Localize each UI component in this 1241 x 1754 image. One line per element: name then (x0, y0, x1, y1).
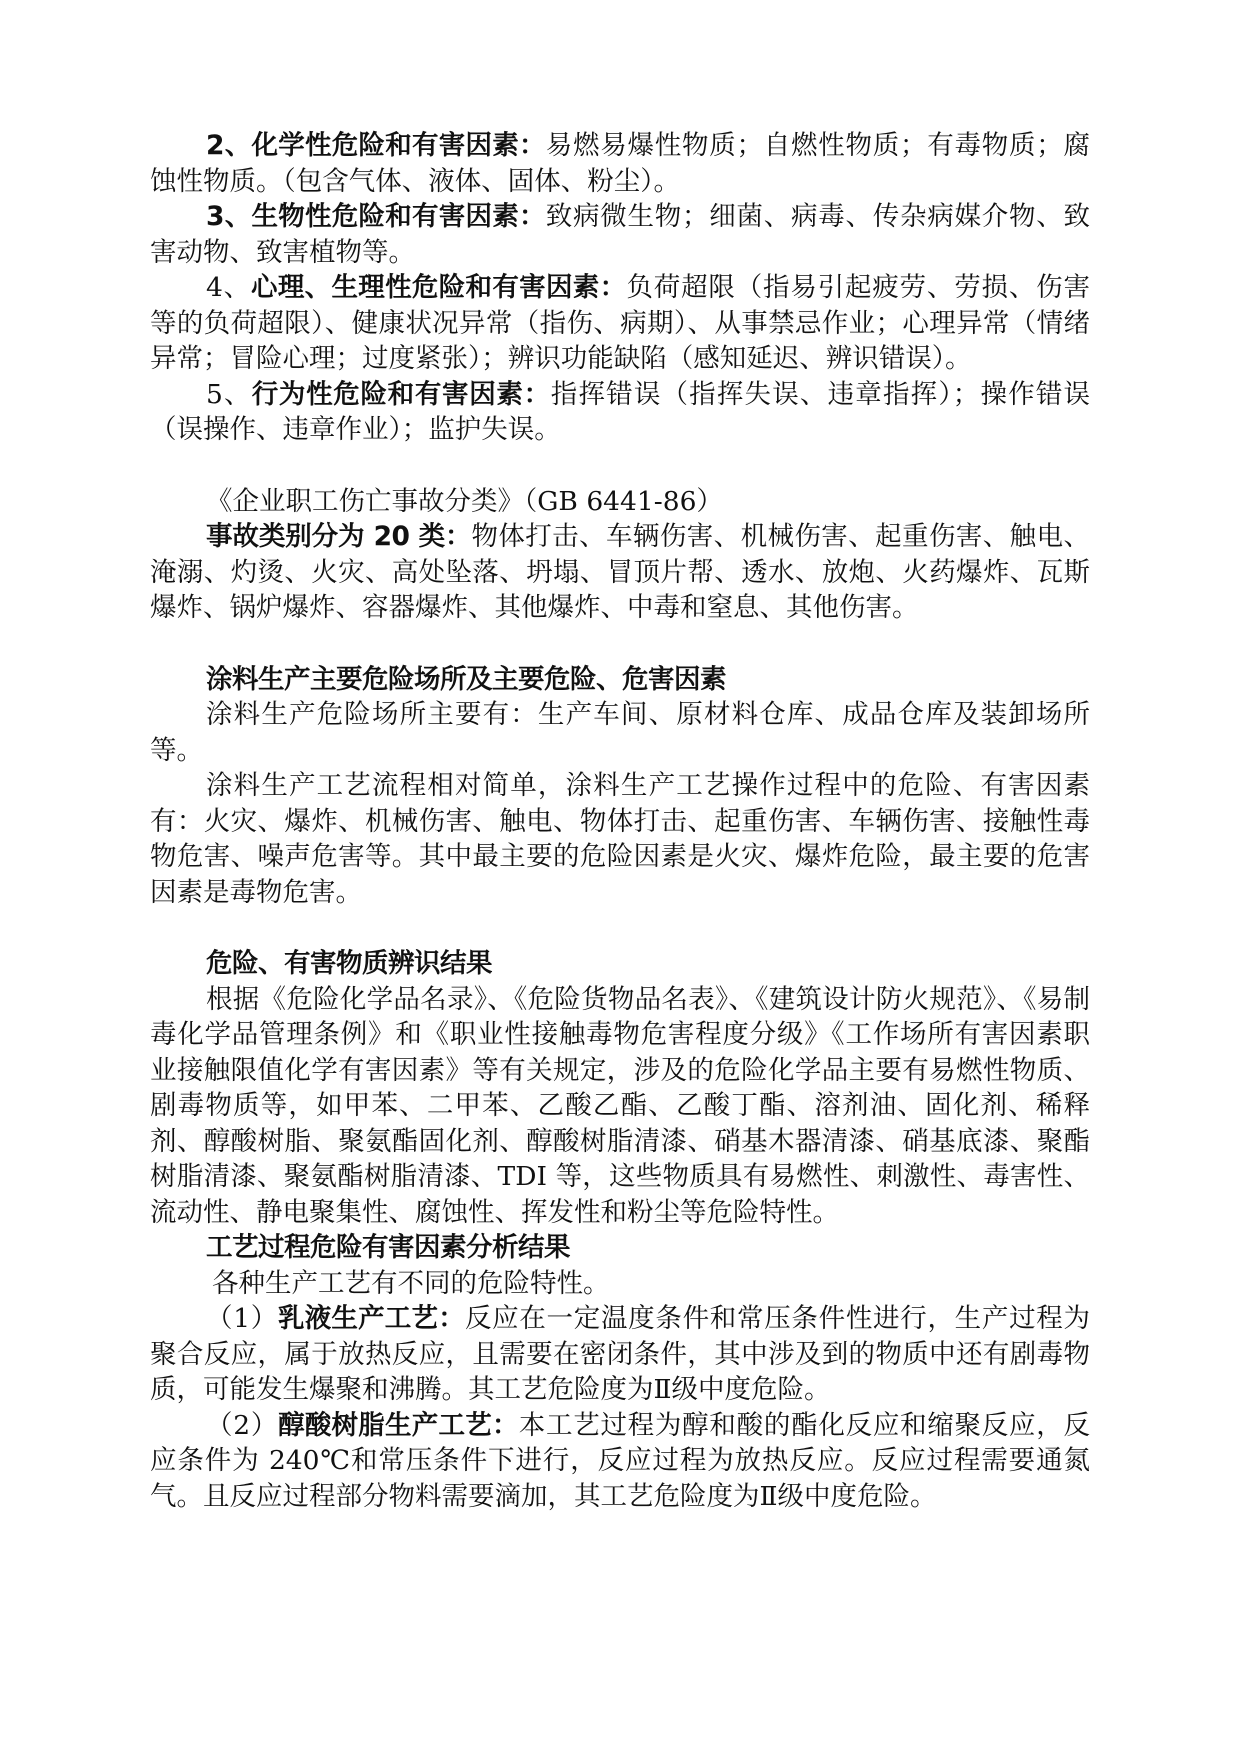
heading-process-hazards (150, 1230, 1090, 1266)
spacer (150, 448, 1090, 484)
text-chemical: 易燃易爆性物质；自燃性物质；有毒物质；腐蚀性物质。（包含气体、液体、固体、粉尘）。 (150, 130, 1090, 197)
num-behavior: 5、 (206, 378, 252, 410)
text-behavior: 指挥错误（指挥失误、违章指挥）；操作错误（误操作、违章作业）；监护失误。 (150, 378, 1091, 445)
paragraph-accident-types (150, 519, 1090, 626)
paragraph-alkyd-process (150, 1408, 1090, 1515)
paragraph-paint-hazard-factors (150, 768, 1090, 910)
paragraph-process-intro (150, 1266, 1090, 1302)
heading-paint-production-hazards (150, 662, 1090, 698)
lead-alkyd: 醇酸树脂生产工艺： (278, 1409, 519, 1441)
lead-chemical: 2、化学性危险和有害因素： (206, 130, 546, 161)
text-paint-sites: 涂料生产危险场所主要有：生产车间、原材料仓库、成品仓库及装卸场所等。 (150, 699, 1090, 766)
heading-hazardous-substances (150, 946, 1090, 982)
text-accident-types: 物体打击、车辆伤害、机械伤害、起重伤害、触电、淹溺、灼烫、火灾、高处坠落、坍塌、冒顶片帮、透水、放炮、火药爆炸、瓦斯爆炸、锅炉爆炸、容器爆炸、其他爆炸、中毒和窒息、其他伤害。 (150, 521, 1090, 623)
std-code: （GB 6441-86） (524, 485, 723, 517)
text-psych: 负荷超限（指易引起疲劳、劳损、伤害等的负荷超限）、健康状况异常（指伤、病期）、从事禁忌作业；心理异常（情绪异常；冒险心理；过度紧张）；辨识功能缺陷（感知延迟、辨识错误）。 (150, 272, 1090, 374)
text-biological: 致病微生物；细菌、病毒、传杂病媒介物、致害动物、致害植物等。 (150, 201, 1090, 268)
paragraph-chemical-hazards (150, 128, 1090, 199)
paragraph-behavioral-hazards (150, 377, 1090, 448)
text-paint-factors: 涂料生产工艺流程相对简单，涂料生产工艺操作过程中的危险、有害因素有：火灾、爆炸、机械伤害、触电、物体打击、起重伤害、车辆伤害、接触性毒物危害、噪声危害等。其中最主要的危险因素是火灾、爆炸危险，最主要的危害因素是毒物危害。 (150, 770, 1090, 908)
text-emulsion: 反应在一定温度条件和常压条件性进行，生产过程为聚合反应，属于放热反应，且需要在密闭条件，其中涉及到的物质中还有剧毒物质，可能发生爆聚和沸腾。其工艺危险度为Ⅱ级中度危险。 (150, 1303, 1090, 1405)
title-process-hazards: 工艺过程危险有害因素分析结果 (206, 1232, 570, 1263)
document-page (150, 128, 1090, 1514)
heading-accident-classification (150, 484, 1090, 520)
num-alkyd: （2） (206, 1409, 279, 1441)
text-hazardous-substances: 根据《危险化学品名录》、《危险货物品名表》、《建筑设计防火规范》、《易制毒化学品管理条例》和《职业性接触毒物危害程度分级》《工作场所有害因素职业接触限值化学有害因素》等有关规定，涉及的危险化学品主要有易燃性物质、剧毒物质等，如甲苯、二甲苯、乙酸乙酯、乙酸丁酯、溶剂油、固化剂、稀释剂、醇酸树脂、聚氨酯固化剂、醇酸树脂清漆、硝基木器清漆、硝基底漆、聚酯树脂清漆、聚氨酯树脂清漆、TDI 等，这些物质具有易燃性、刺激性、毒害性、流动性、静电聚集性、腐蚀性、挥发性和粉尘等危险特性。 (150, 983, 1090, 1228)
spacer (150, 626, 1090, 662)
spacer (150, 910, 1090, 946)
paragraph-paint-hazard-sites (150, 697, 1090, 768)
paragraph-biological-hazards (150, 199, 1090, 270)
lead-behavior: 行为性危险和有害因素： (251, 378, 551, 410)
title-paint-production: 涂料生产主要危险场所及主要危险、危害因素 (206, 663, 726, 695)
paragraph-psych-physio-hazards (150, 270, 1090, 377)
text-process-intro: 各种生产工艺有不同的危险特性。 (212, 1267, 610, 1299)
num-emulsion: （1） (206, 1303, 278, 1334)
lead-psych: 心理、生理性危险和有害因素： (251, 272, 627, 303)
title-hazardous-substances: 危险、有害物质辨识结果 (206, 948, 492, 979)
lead-biological: 3、生物性危险和有害因素： (206, 201, 546, 232)
paragraph-emulsion-process (150, 1301, 1090, 1408)
std-title: 《企业职工伤亡事故分类》 (206, 485, 524, 517)
paragraph-hazardous-substances (150, 982, 1090, 1231)
lead-accident-types: 事故类别分为 20 类： (206, 521, 472, 552)
text-alkyd: 本工艺过程为醇和酸的酯化反应和缩聚反应，反应条件为 240℃和常压条件下进行，反应过程为放热反应。反应过程需要通氮气。且反应过程部分物料需要滴加，其工艺危险度为Ⅱ级中度危险。 (150, 1409, 1090, 1512)
lead-emulsion: 乳液生产工艺： (277, 1303, 465, 1334)
num-psych: 4、 (206, 272, 251, 303)
